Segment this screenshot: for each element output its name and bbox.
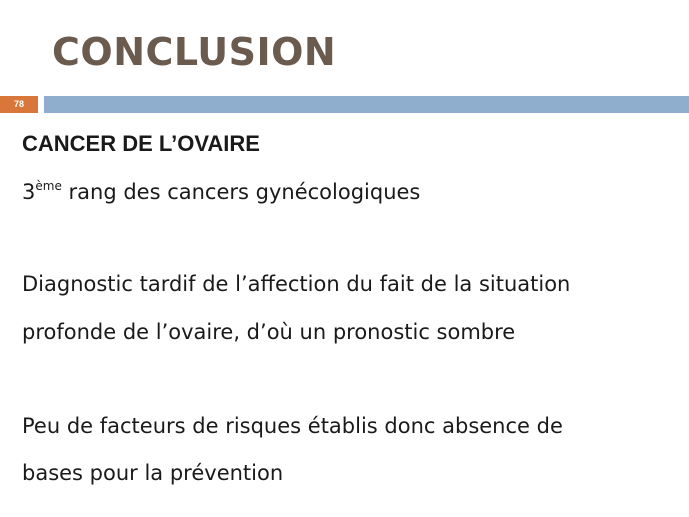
- rank-text: rang des cancers gynécologiques: [61, 180, 421, 204]
- diagnosis-line-2: profonde de l’ovaire, d’où un pronostic sombre: [22, 320, 516, 344]
- rank-number: 3: [22, 180, 36, 204]
- header-divider-bar: [44, 96, 689, 113]
- risk-line-1: Peu de facteurs de risques établis donc absence de: [22, 414, 563, 438]
- page-number-badge: 78: [0, 96, 38, 113]
- rank-line: [22, 180, 420, 204]
- risk-line-2: bases pour la prévention: [22, 461, 284, 485]
- rank-superscript: ème: [35, 179, 62, 193]
- diagnosis-line-1: Diagnostic tardif de l’affection du fait de la situation: [22, 272, 571, 296]
- section-heading: CANCER DE L’OVAIRE: [22, 131, 260, 156]
- slide-title: CONCLUSION: [52, 30, 337, 74]
